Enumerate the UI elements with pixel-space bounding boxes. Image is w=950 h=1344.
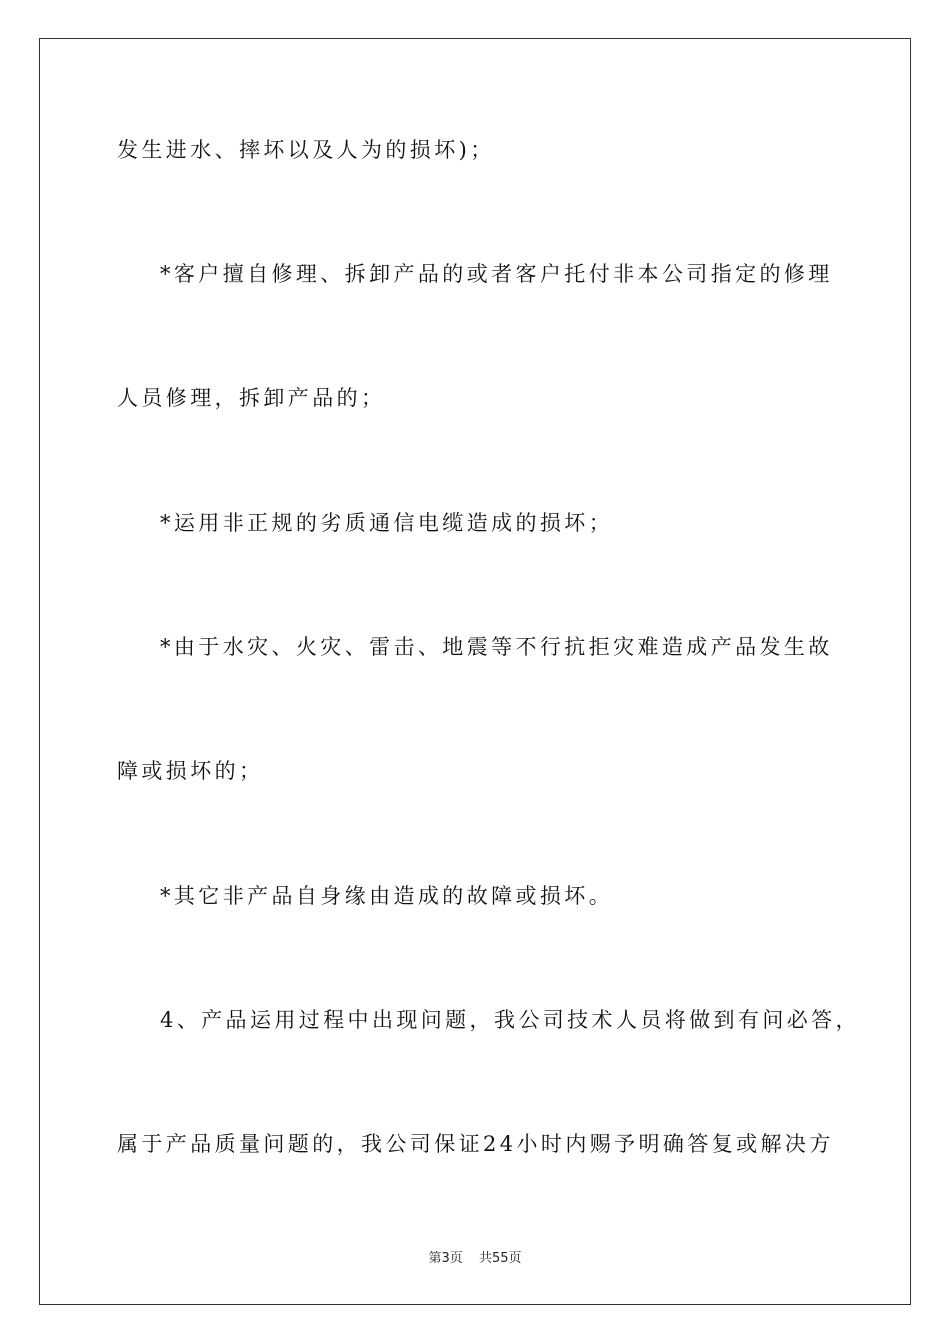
text-line-9: 属于产品质量问题的，我公司保证24小时内赐予明确答复或解决方 [117, 1132, 834, 1156]
text-line-3: 人员修理，拆卸产品的； [117, 386, 386, 410]
text-line-2: *客户擅自修理、拆卸产品的或者客户托付非本公司指定的修理 [160, 262, 833, 286]
text-line-5: *由于水灾、火灾、雷击、地震等不行抗拒灾难造成产品发生故 [160, 635, 833, 659]
text-line-8: 4、产品运用过程中出现问题，我公司技术人员将做到有问必答， [160, 1008, 860, 1032]
text-line-1: 发生进水、摔坏以及人为的损坏)； [117, 138, 495, 162]
page-number: 第3页 [428, 1251, 463, 1266]
page-total: 共55页 [478, 1251, 522, 1266]
text-line-7: *其它非产品自身缘由造成的故障或损坏。 [160, 884, 614, 908]
page-footer [0, 1247, 950, 1266]
text-line-6: 障或损坏的； [117, 759, 264, 783]
text-line-4: *运用非正规的劣质通信电缆造成的损坏； [160, 511, 614, 535]
page-border [39, 38, 911, 1305]
